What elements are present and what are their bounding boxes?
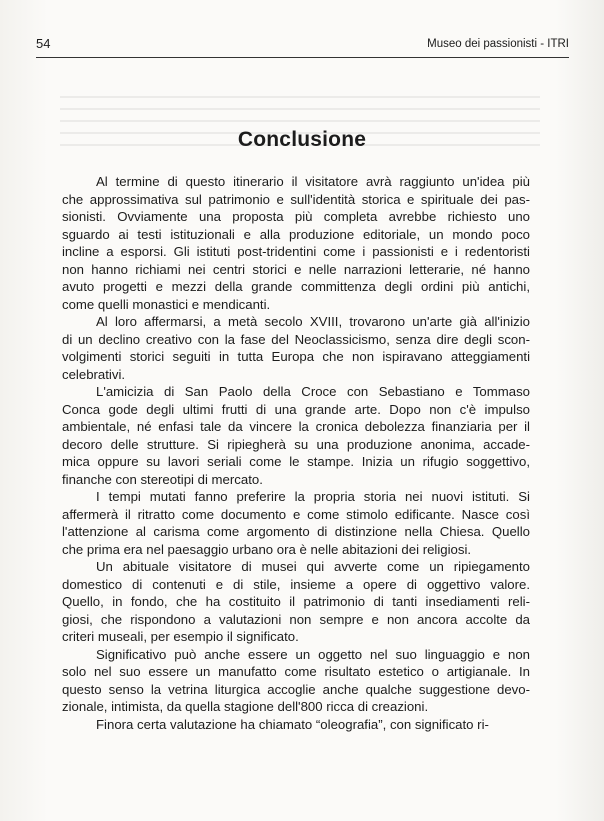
text-line: sguardo ai testi istituzionali e alla produzione editoriale, un mondo poco bbox=[62, 226, 530, 242]
running-title: Museo dei passionisti - ITRI bbox=[427, 38, 569, 50]
text-line: I tempi mutati fanno preferire la propria storia nei nuovi istituti. Si bbox=[96, 489, 530, 504]
text-line: incline a esporsi. Gli istituti post-tridentini come i passionisti e i redentoristi bbox=[62, 244, 530, 259]
text-line: Al loro affermarsi, a metà secolo XVIII, trovarono un'arte già all'inizio bbox=[96, 314, 530, 329]
text-line: solo nel suo essere un manufatto come risultato estetico o artigianale. In bbox=[62, 664, 530, 679]
text-line: L'amicizia di San Paolo della Croce con Sebastiano e Tommaso bbox=[96, 384, 530, 399]
text-line: domestico di contenuti e di stile, insieme a opere di oggettivo valore. bbox=[62, 576, 530, 592]
paragraph bbox=[62, 716, 530, 734]
text-line: ambientale, né enfasi tale da vincere la cronica debolezza finanziaria per il bbox=[62, 419, 530, 434]
paragraph bbox=[62, 313, 530, 383]
text-line: zionale, intimista, da quella stagione dell'800 ricca di creazioni. bbox=[62, 699, 429, 714]
text-line: Quello, in fondo, che ha costituito il patrimonio di tanti insediamenti reli- bbox=[62, 594, 530, 609]
paragraph bbox=[62, 383, 530, 488]
text-line: questo senso la vetrina liturgica accoglie anche qualche suggestione devo- bbox=[62, 681, 530, 697]
text-line: come quelli monastici e mendicanti. bbox=[62, 296, 271, 312]
text-line: Al termine di questo itinerario il visitatore avrà raggiunto un'idea più bbox=[96, 174, 530, 189]
text-line: di un declino creativo con la fase del Neoclassicismo, senza dire degli scon- bbox=[62, 331, 530, 347]
text-line: Conca gode degli ultimi frutti di una grande arte. Dopo non c'è impulso bbox=[62, 401, 530, 417]
paragraph bbox=[62, 488, 530, 558]
header-rule bbox=[36, 57, 569, 58]
text-line: decoro delle strutture. Si ripiegherà su una produzione anonima, accade- bbox=[62, 436, 530, 452]
text-line: giosi, che rispondono a valutazioni non sempre e non ancora accolte da bbox=[62, 611, 530, 627]
text-line: che approssimativa sul patrimonio e sull'identità storica e spirituale dei pas- bbox=[62, 191, 530, 207]
page-header bbox=[36, 34, 569, 56]
paragraph bbox=[62, 558, 530, 646]
text-line: Significativo può anche essere un oggetto nel suo linguaggio e non bbox=[96, 646, 530, 662]
text-line: Un abituale visitatore di musei qui avverte come un ripiegamento bbox=[96, 559, 530, 574]
text-line: che prima era nel paesaggio urbano ora è nelle abitazioni dei religiosi. bbox=[62, 541, 472, 557]
text-line: avuto progetti e mezzi della grande committenza degli ordini più antichi, bbox=[62, 279, 530, 294]
text-line: criteri museali, per esempio il significato. bbox=[62, 629, 299, 644]
text-line: Finora certa valutazione ha chiamato “oleografia”, con significato ri- bbox=[96, 716, 489, 732]
text-line: l'attenzione al carisma come argomento di distinzione nella Chiesa. Quello bbox=[62, 524, 530, 539]
text-line: celebrativi. bbox=[62, 366, 126, 382]
paragraph bbox=[62, 646, 530, 716]
body-text bbox=[62, 173, 530, 733]
text-line: finanche con stereotipi di mercato. bbox=[62, 471, 263, 487]
chapter-title: Conclusione bbox=[237, 128, 367, 151]
text-line: non hanno richiami nei centri storici e nelle narrazioni letterarie, né hanno bbox=[62, 261, 530, 277]
text-line: mica oppure su lavori seriali come le stampe. Inizia un rifugio soggettivo, bbox=[62, 454, 530, 469]
text-line: sionisti. Ovviamente una proposta più completa avrebbe richiesto uno bbox=[62, 209, 530, 224]
text-line: affermerà il ritratto come documento e come stimolo edificante. Nasce così bbox=[62, 506, 530, 522]
text-line: volgimenti storici seguiti in tutta Europa che non ispiravano atteggiamenti bbox=[62, 349, 530, 364]
page-number: 54 bbox=[36, 36, 51, 51]
paragraph bbox=[62, 173, 530, 313]
